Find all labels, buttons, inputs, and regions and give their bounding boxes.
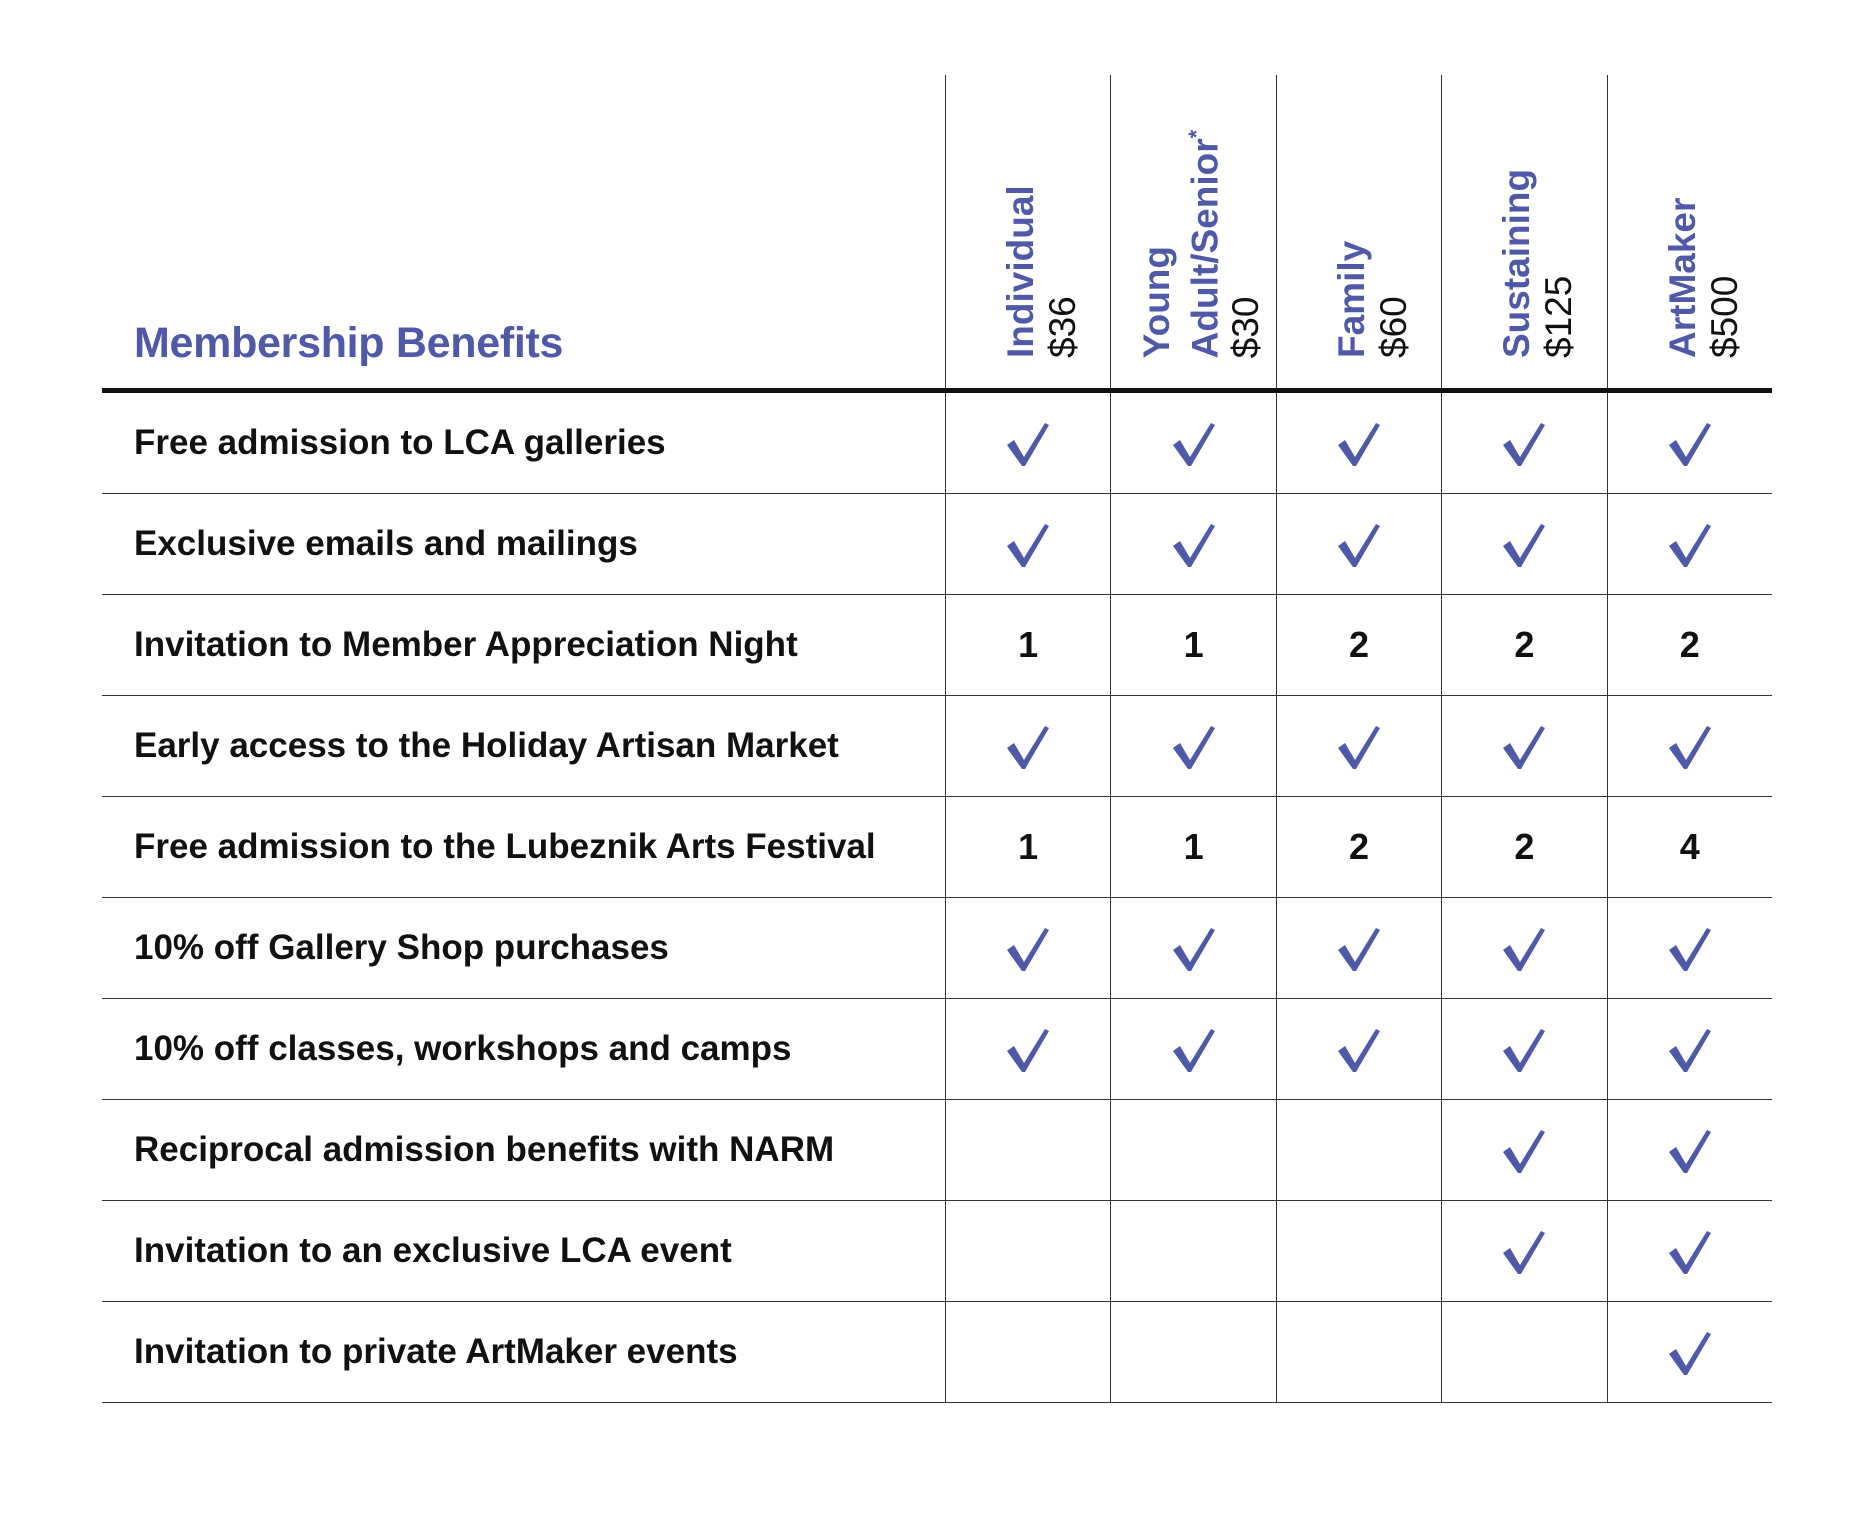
benefit-cell — [1607, 1201, 1772, 1301]
benefit-count: 4 — [1607, 797, 1772, 897]
benefit-count: 1 — [945, 797, 1110, 897]
page-title: Membership Benefits — [134, 319, 564, 367]
empty-cell — [945, 1100, 1110, 1200]
table-row — [102, 393, 1772, 494]
benefit-label: 10% off Gallery Shop purchases — [134, 928, 669, 967]
check-icon — [1501, 520, 1547, 568]
benefit-cell — [1110, 393, 1275, 493]
tier-name: ArtMaker — [1661, 197, 1703, 358]
tier-header-sustaining — [1441, 75, 1606, 388]
benefit-cell — [1110, 494, 1275, 594]
benefit-cell — [1276, 696, 1441, 796]
check-icon — [1667, 419, 1713, 467]
benefit-label: Exclusive emails and mailings — [134, 524, 638, 563]
benefit-label: Reciprocal admission benefits with NARM — [134, 1130, 835, 1169]
check-icon — [1501, 924, 1547, 972]
table-row — [102, 797, 1772, 898]
benefit-label: 10% off classes, workshops and camps — [134, 1029, 792, 1068]
benefit-label: Free admission to LCA galleries — [134, 423, 666, 462]
benefit-label: Early access to the Holiday Artisan Market — [134, 726, 839, 765]
check-icon — [1005, 924, 1051, 972]
table-header — [102, 75, 1772, 388]
tier-name-line1: Young — [1136, 245, 1178, 358]
tier-price: $500 — [1703, 275, 1745, 358]
table-row — [102, 696, 1772, 797]
empty-cell — [1441, 1302, 1606, 1402]
check-icon — [1501, 1025, 1547, 1073]
benefit-cell — [945, 494, 1110, 594]
check-icon — [1667, 1025, 1713, 1073]
benefit-label: Invitation to an exclusive LCA event — [134, 1231, 732, 1270]
check-icon — [1336, 520, 1382, 568]
table-row — [102, 595, 1772, 696]
benefit-cell — [1607, 696, 1772, 796]
tier-price: $30 — [1225, 296, 1267, 358]
benefit-cell — [1441, 393, 1606, 493]
benefit-cell — [945, 696, 1110, 796]
check-icon — [1667, 520, 1713, 568]
table-row — [102, 1302, 1772, 1403]
tier-price: $125 — [1538, 275, 1580, 358]
benefit-count: 1 — [1110, 595, 1275, 695]
benefit-count: 2 — [1441, 797, 1606, 897]
table-row — [102, 494, 1772, 595]
benefit-count: 2 — [1441, 595, 1606, 695]
check-icon — [1336, 1025, 1382, 1073]
empty-cell — [945, 1302, 1110, 1402]
benefit-count: 1 — [945, 595, 1110, 695]
check-icon — [1171, 1025, 1217, 1073]
check-icon — [1336, 722, 1382, 770]
check-icon — [1501, 722, 1547, 770]
benefit-cell — [1276, 898, 1441, 998]
benefit-label: Invitation to Member Appreciation Night — [134, 625, 798, 664]
check-icon — [1171, 520, 1217, 568]
benefit-count: 2 — [1607, 595, 1772, 695]
benefit-cell — [1607, 1302, 1772, 1402]
tier-name: Family — [1330, 240, 1372, 358]
tier-header-young-adult-senior — [1110, 75, 1275, 388]
check-icon — [1667, 1328, 1713, 1376]
benefit-cell — [945, 999, 1110, 1099]
tier-headers — [945, 75, 1772, 388]
benefit-cell — [945, 393, 1110, 493]
check-icon — [1667, 722, 1713, 770]
benefit-count: 1 — [1110, 797, 1275, 897]
benefit-cell — [1441, 1201, 1606, 1301]
empty-cell — [1110, 1302, 1275, 1402]
benefit-cell — [1110, 999, 1275, 1099]
check-icon — [1667, 1227, 1713, 1275]
tier-name: Sustaining — [1496, 168, 1538, 358]
table-row — [102, 898, 1772, 999]
check-icon — [1171, 924, 1217, 972]
tier-header-individual — [945, 75, 1110, 388]
empty-cell — [1276, 1302, 1441, 1402]
benefit-cell — [945, 898, 1110, 998]
tier-name: Individual — [1000, 185, 1041, 358]
tier-price: $36 — [1042, 296, 1083, 358]
check-icon — [1005, 1025, 1051, 1073]
benefit-cell — [1276, 393, 1441, 493]
benefit-rows — [102, 393, 1772, 1403]
empty-cell — [1276, 1100, 1441, 1200]
check-icon — [1667, 1126, 1713, 1174]
benefit-cell — [1441, 696, 1606, 796]
benefit-cell — [1276, 494, 1441, 594]
benefit-cell — [1607, 393, 1772, 493]
check-icon — [1005, 520, 1051, 568]
check-icon — [1336, 419, 1382, 467]
footnote-asterisk: * — [1184, 129, 1210, 139]
benefit-cell — [1607, 999, 1772, 1099]
table-row — [102, 999, 1772, 1100]
empty-cell — [1110, 1100, 1275, 1200]
benefit-cell — [1110, 898, 1275, 998]
benefit-cell — [1441, 898, 1606, 998]
empty-cell — [1110, 1201, 1275, 1301]
tier-header-artmaker — [1607, 75, 1772, 388]
membership-benefits-table — [102, 75, 1772, 1403]
tier-price: $60 — [1372, 296, 1414, 358]
benefit-cell — [1441, 494, 1606, 594]
check-icon — [1171, 419, 1217, 467]
table-row — [102, 1201, 1772, 1302]
check-icon — [1501, 419, 1547, 467]
table-row — [102, 1100, 1772, 1201]
check-icon — [1171, 722, 1217, 770]
check-icon — [1501, 1126, 1547, 1174]
benefit-cell — [1110, 696, 1275, 796]
benefit-cell — [1441, 999, 1606, 1099]
empty-cell — [1276, 1201, 1441, 1301]
check-icon — [1667, 924, 1713, 972]
benefit-cell — [1441, 1100, 1606, 1200]
benefit-cell — [1607, 898, 1772, 998]
benefit-count: 2 — [1276, 595, 1441, 695]
benefit-cell — [1276, 999, 1441, 1099]
benefit-count: 2 — [1276, 797, 1441, 897]
tier-name-line2: Adult/Senior — [1184, 138, 1226, 358]
check-icon — [1005, 419, 1051, 467]
check-icon — [1501, 1227, 1547, 1275]
check-icon — [1005, 722, 1051, 770]
benefit-label: Invitation to private ArtMaker events — [134, 1332, 738, 1371]
benefit-cell — [1607, 1100, 1772, 1200]
benefit-cell — [1607, 494, 1772, 594]
benefit-label: Free admission to the Lubeznik Arts Festival — [134, 827, 876, 866]
tier-header-family — [1276, 75, 1441, 388]
check-icon — [1336, 924, 1382, 972]
empty-cell — [945, 1201, 1110, 1301]
